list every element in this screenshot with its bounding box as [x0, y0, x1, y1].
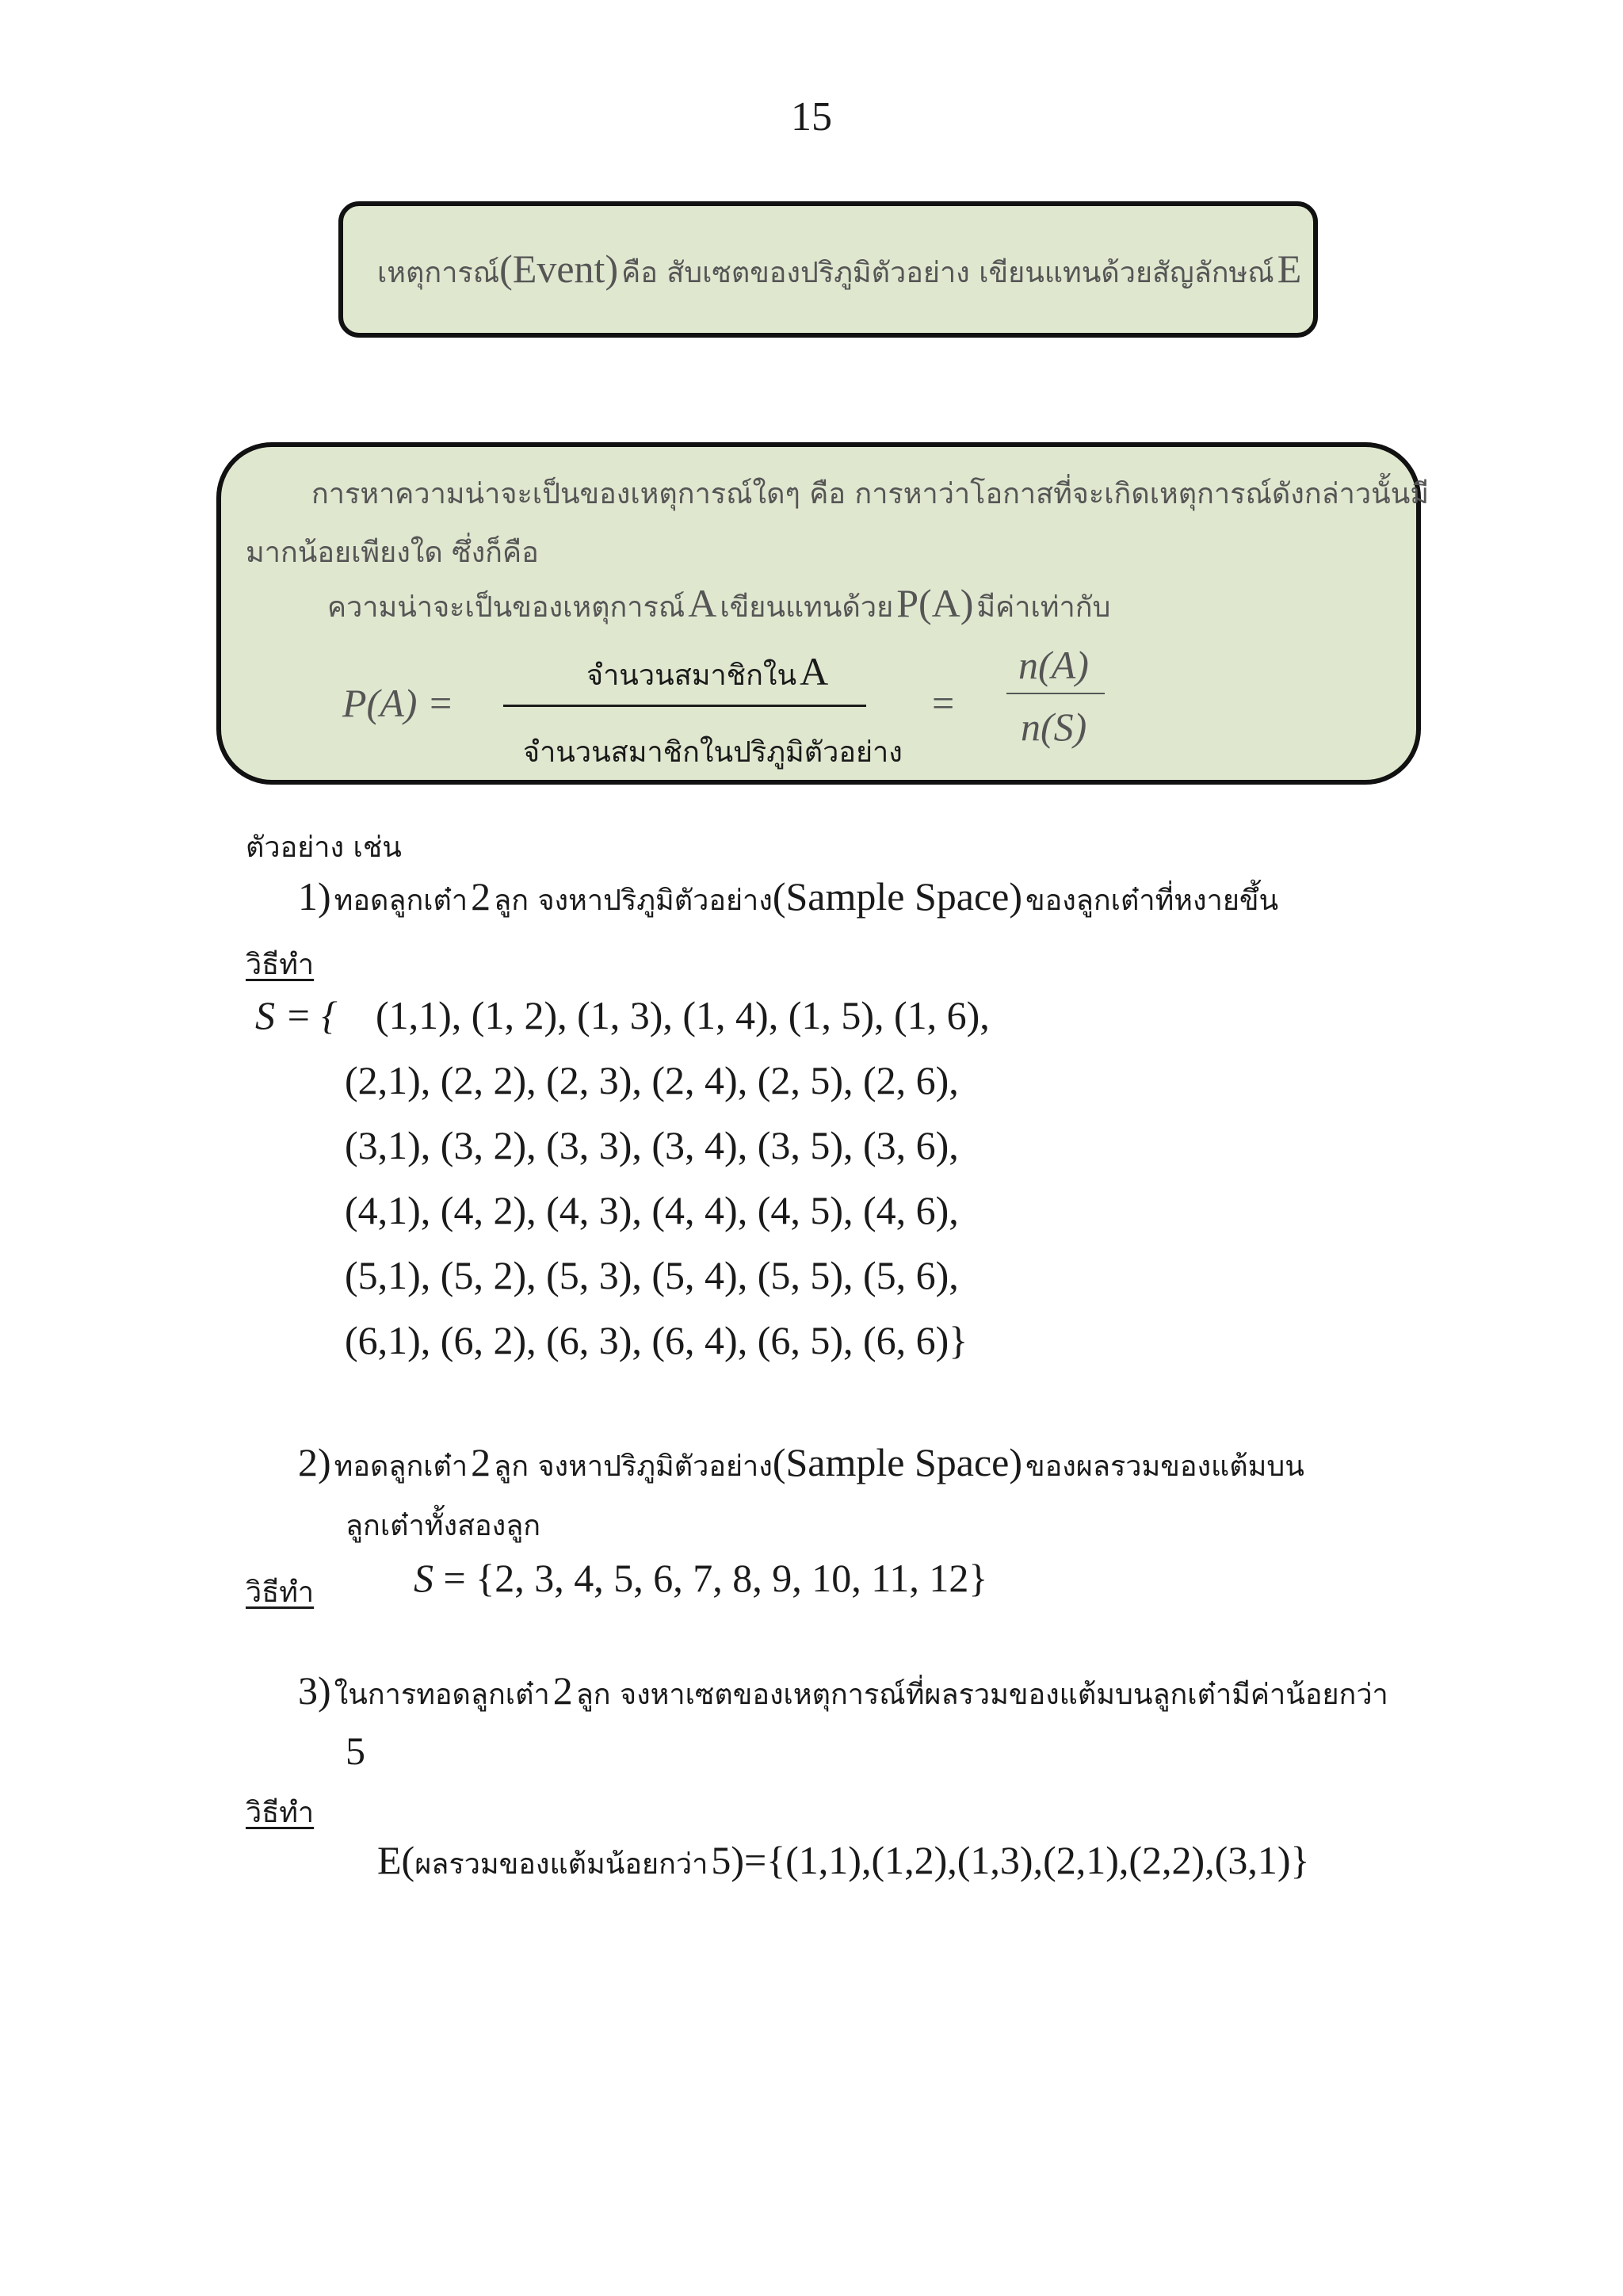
examples-heading: ตัวอย่าง เช่น: [246, 831, 402, 864]
formula-numerator-a: A: [800, 649, 829, 693]
example-1-set-row: (4,1), (4, 2), (4, 3), (4, 4), (4, 5), (4, 6),: [345, 1188, 959, 1232]
example-2-text-b: ลูก จงหาปริภูมิตัวอย่าง: [494, 1450, 773, 1483]
example-3-number: 3): [298, 1668, 331, 1713]
example-3-text-a: ในการทอดลูกเต๋า: [334, 1679, 550, 1711]
formula-numerator: [586, 648, 828, 697]
event-definition: [377, 246, 1301, 295]
probability-line-3-part-a: ความน่าจะเป็นของเหตุการณ์: [327, 591, 685, 624]
formula-numerator-text: จำนวนสมาชิกใน: [586, 659, 797, 692]
probability-notation: P(A): [896, 581, 974, 625]
example-2-solution-label: วิธีทำ: [246, 1576, 315, 1609]
example-1-solution-label: วิธีทำ: [246, 949, 315, 981]
probability-line-2: มากน้อยเพียงใด ซึ่งก็คือ: [246, 537, 539, 569]
example-2-answer: [414, 1555, 987, 1601]
formula-rhs-fraction-bar: [1006, 693, 1105, 694]
example-1-text-c: ของลูกเต๋าที่หงายขึ้น: [1025, 884, 1279, 917]
probability-line-3-part-b: เขียนแทนด้วย: [720, 591, 894, 624]
example-1-number: 1): [298, 874, 331, 919]
formula-rhs-denominator: n(S): [1021, 705, 1087, 749]
example-1-set-row: (3,1), (3, 2), (3, 3), (3, 4), (3, 5), (3, 6),: [345, 1123, 959, 1167]
page-number: 15: [791, 94, 832, 139]
example-1-set-row: (5,1), (5, 2), (5, 3), (5, 4), (5, 5), (5, 6),: [345, 1253, 959, 1297]
example-1-text-b: ลูก จงหาปริภูมิตัวอย่าง: [494, 884, 773, 917]
event-term-thai: เหตุการณ์: [377, 257, 500, 289]
example-3-answer-condition: ผลรวมของแต้มน้อยกว่า: [414, 1848, 708, 1881]
example-3-question: [298, 1668, 1388, 1717]
example-3-answer: [377, 1837, 1309, 1886]
example-2-question: [298, 1439, 1304, 1488]
example-1-sample-space: (Sample Space): [772, 874, 1022, 919]
example-2-answer-set: = {2, 3, 4, 5, 6, 7, 8, 9, 10, 11, 12}: [443, 1556, 988, 1600]
example-2-text-c: ของผลรวมของแต้มบน: [1025, 1450, 1304, 1483]
example-2-answer-s: S: [414, 1556, 433, 1600]
formula-fraction-bar: [503, 705, 866, 707]
example-2-count: 2: [471, 1440, 491, 1484]
example-3-count: 2: [552, 1668, 573, 1713]
example-1-question: [298, 873, 1278, 923]
event-symbol: E: [1277, 246, 1302, 291]
event-term-english: (Event): [499, 246, 619, 291]
formula-lhs: P(A) =: [342, 681, 454, 725]
example-2-question-continuation: ลูกเต๋าทั้งสองลูก: [346, 1510, 541, 1542]
example-1-set-prefix: [255, 992, 338, 1038]
formula-equals: =: [932, 681, 955, 725]
example-2-number: 2): [298, 1440, 331, 1484]
formula-denominator: จำนวนสมาชิกในปริภูมิตัวอย่าง: [523, 736, 903, 769]
event-definition-text: คือ สับเซตของปริภูมิตัวอย่าง เขียนแทนด้วยสัญลักษณ์: [621, 257, 1274, 289]
example-1-text-a: ทอดลูกเต๋า: [334, 884, 468, 917]
event-a-symbol: A: [688, 581, 717, 625]
probability-line-1: การหาความน่าจะเป็นของเหตุการณ์ใดๆ คือ การหาว่าโอกาสที่จะเกิดเหตุการณ์ดังกล่าวนั้นมี: [311, 478, 1430, 510]
example-3-question-continuation: 5: [346, 1729, 365, 1773]
example-1-set-row: (6,1), (6, 2), (6, 3), (6, 4), (6, 5), (6, 6)}: [345, 1318, 968, 1362]
example-3-text-b: ลูก จงหาเซตของเหตุการณ์ที่ผลรวมของแต้มบนลูกเต๋ามีค่าน้อยกว่า: [575, 1679, 1388, 1711]
example-2-sample-space: (Sample Space): [772, 1440, 1022, 1484]
probability-line-3-part-c: มีค่าเท่ากับ: [976, 591, 1111, 624]
probability-line-3: [327, 580, 1110, 629]
formula-rhs-numerator: n(A): [1018, 643, 1089, 687]
example-1-set-row: (1,1), (1, 2), (1, 3), (1, 4), (1, 5), (1, 6),: [376, 993, 990, 1037]
example-1-set-prefix-text: S = {: [255, 993, 338, 1037]
example-3-answer-set: 5)={(1,1),(1,2),(1,3),(2,1),(2,2),(3,1)}: [711, 1838, 1310, 1882]
example-3-solution-label: วิธีทำ: [246, 1797, 315, 1829]
example-1-set-row: (2,1), (2, 2), (2, 3), (2, 4), (2, 5), (2, 6),: [345, 1058, 959, 1102]
example-1-count: 2: [471, 874, 491, 919]
example-3-answer-e: E(: [377, 1838, 415, 1882]
example-2-text-a: ทอดลูกเต๋า: [334, 1450, 468, 1483]
